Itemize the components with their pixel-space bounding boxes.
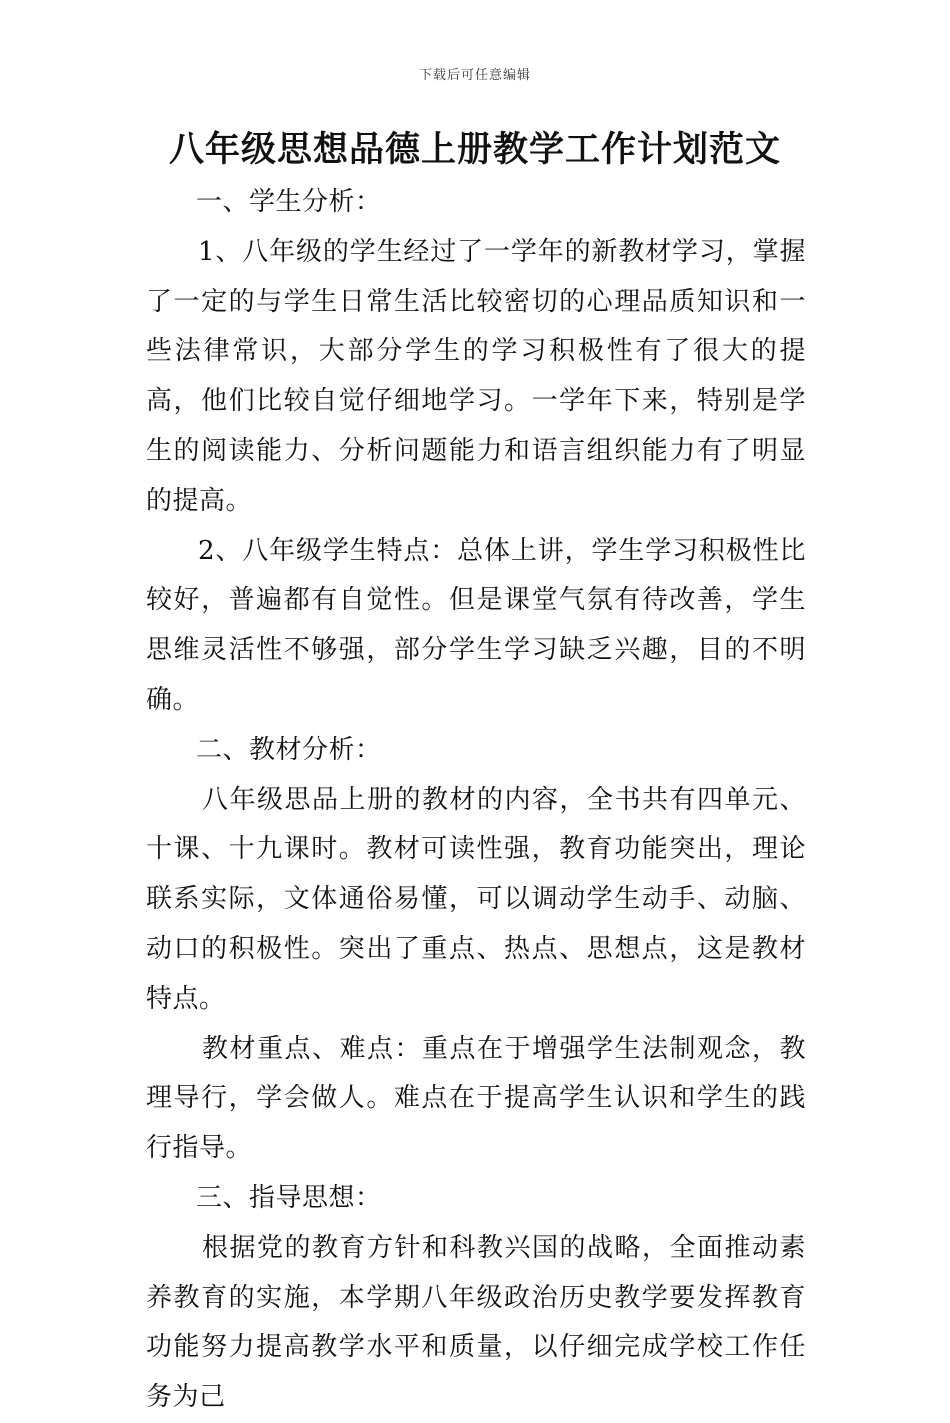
document-title: 八年级思想品德上册教学工作计划范文	[168, 129, 781, 170]
section-heading-guiding-ideology: 三、指导思想：	[196, 1182, 382, 1213]
paragraph-textbook-key-points: 教材重点、难点：重点在于增强学生法制观念，教理导行，学会做人。难点在于提高学生认识和学生的践行指导。	[146, 1033, 806, 1164]
section-heading-student-analysis: 一、学生分析：	[196, 187, 382, 217]
paragraph-textbook-analysis-1: 八年级思品上册的教材的内容，全书共有四单元、十课、十九课时。教材可读性强，教育功能突出，理论联系实际，文体通俗易懂，可以调动学生动手、动脑、动口的积极性。突出了重点、热点、思想点，这是教材特点。	[146, 784, 806, 1014]
document-body	[146, 178, 806, 1423]
section-heading-textbook-analysis: 二、教材分析：	[196, 734, 382, 765]
header-note: 下载后可任意编辑	[418, 68, 531, 83]
paragraph-student-analysis-2: 2、八年级学生特点：总体上讲，学生学习积极性比较好，普遍都有自觉性。但是课堂气氛有待改善，学生思维灵活性不够强，部分学生学习缺乏兴趣，目的不明确。	[146, 535, 806, 715]
paragraph-student-analysis-1: 1、八年级的学生经过了一学年的新教材学习，掌握了一定的与学生日常生活比较密切的心理品质知识和一些法律常识，大部分学生的学习积极性有了很大的提高，他们比较自觉仔细地学习。一学年下来，特别是学生的阅读能力、分析问题能力和语言组织能力有了明显的提高。	[146, 236, 806, 516]
paragraph-guiding-ideology-1: 根据党的教育方针和科教兴国的战略，全面推动素养教育的实施，本学期八年级政治历史教学要发挥教育功能努力提高教学水平和质量，以仔细完成学校工作任务为己	[146, 1232, 806, 1413]
